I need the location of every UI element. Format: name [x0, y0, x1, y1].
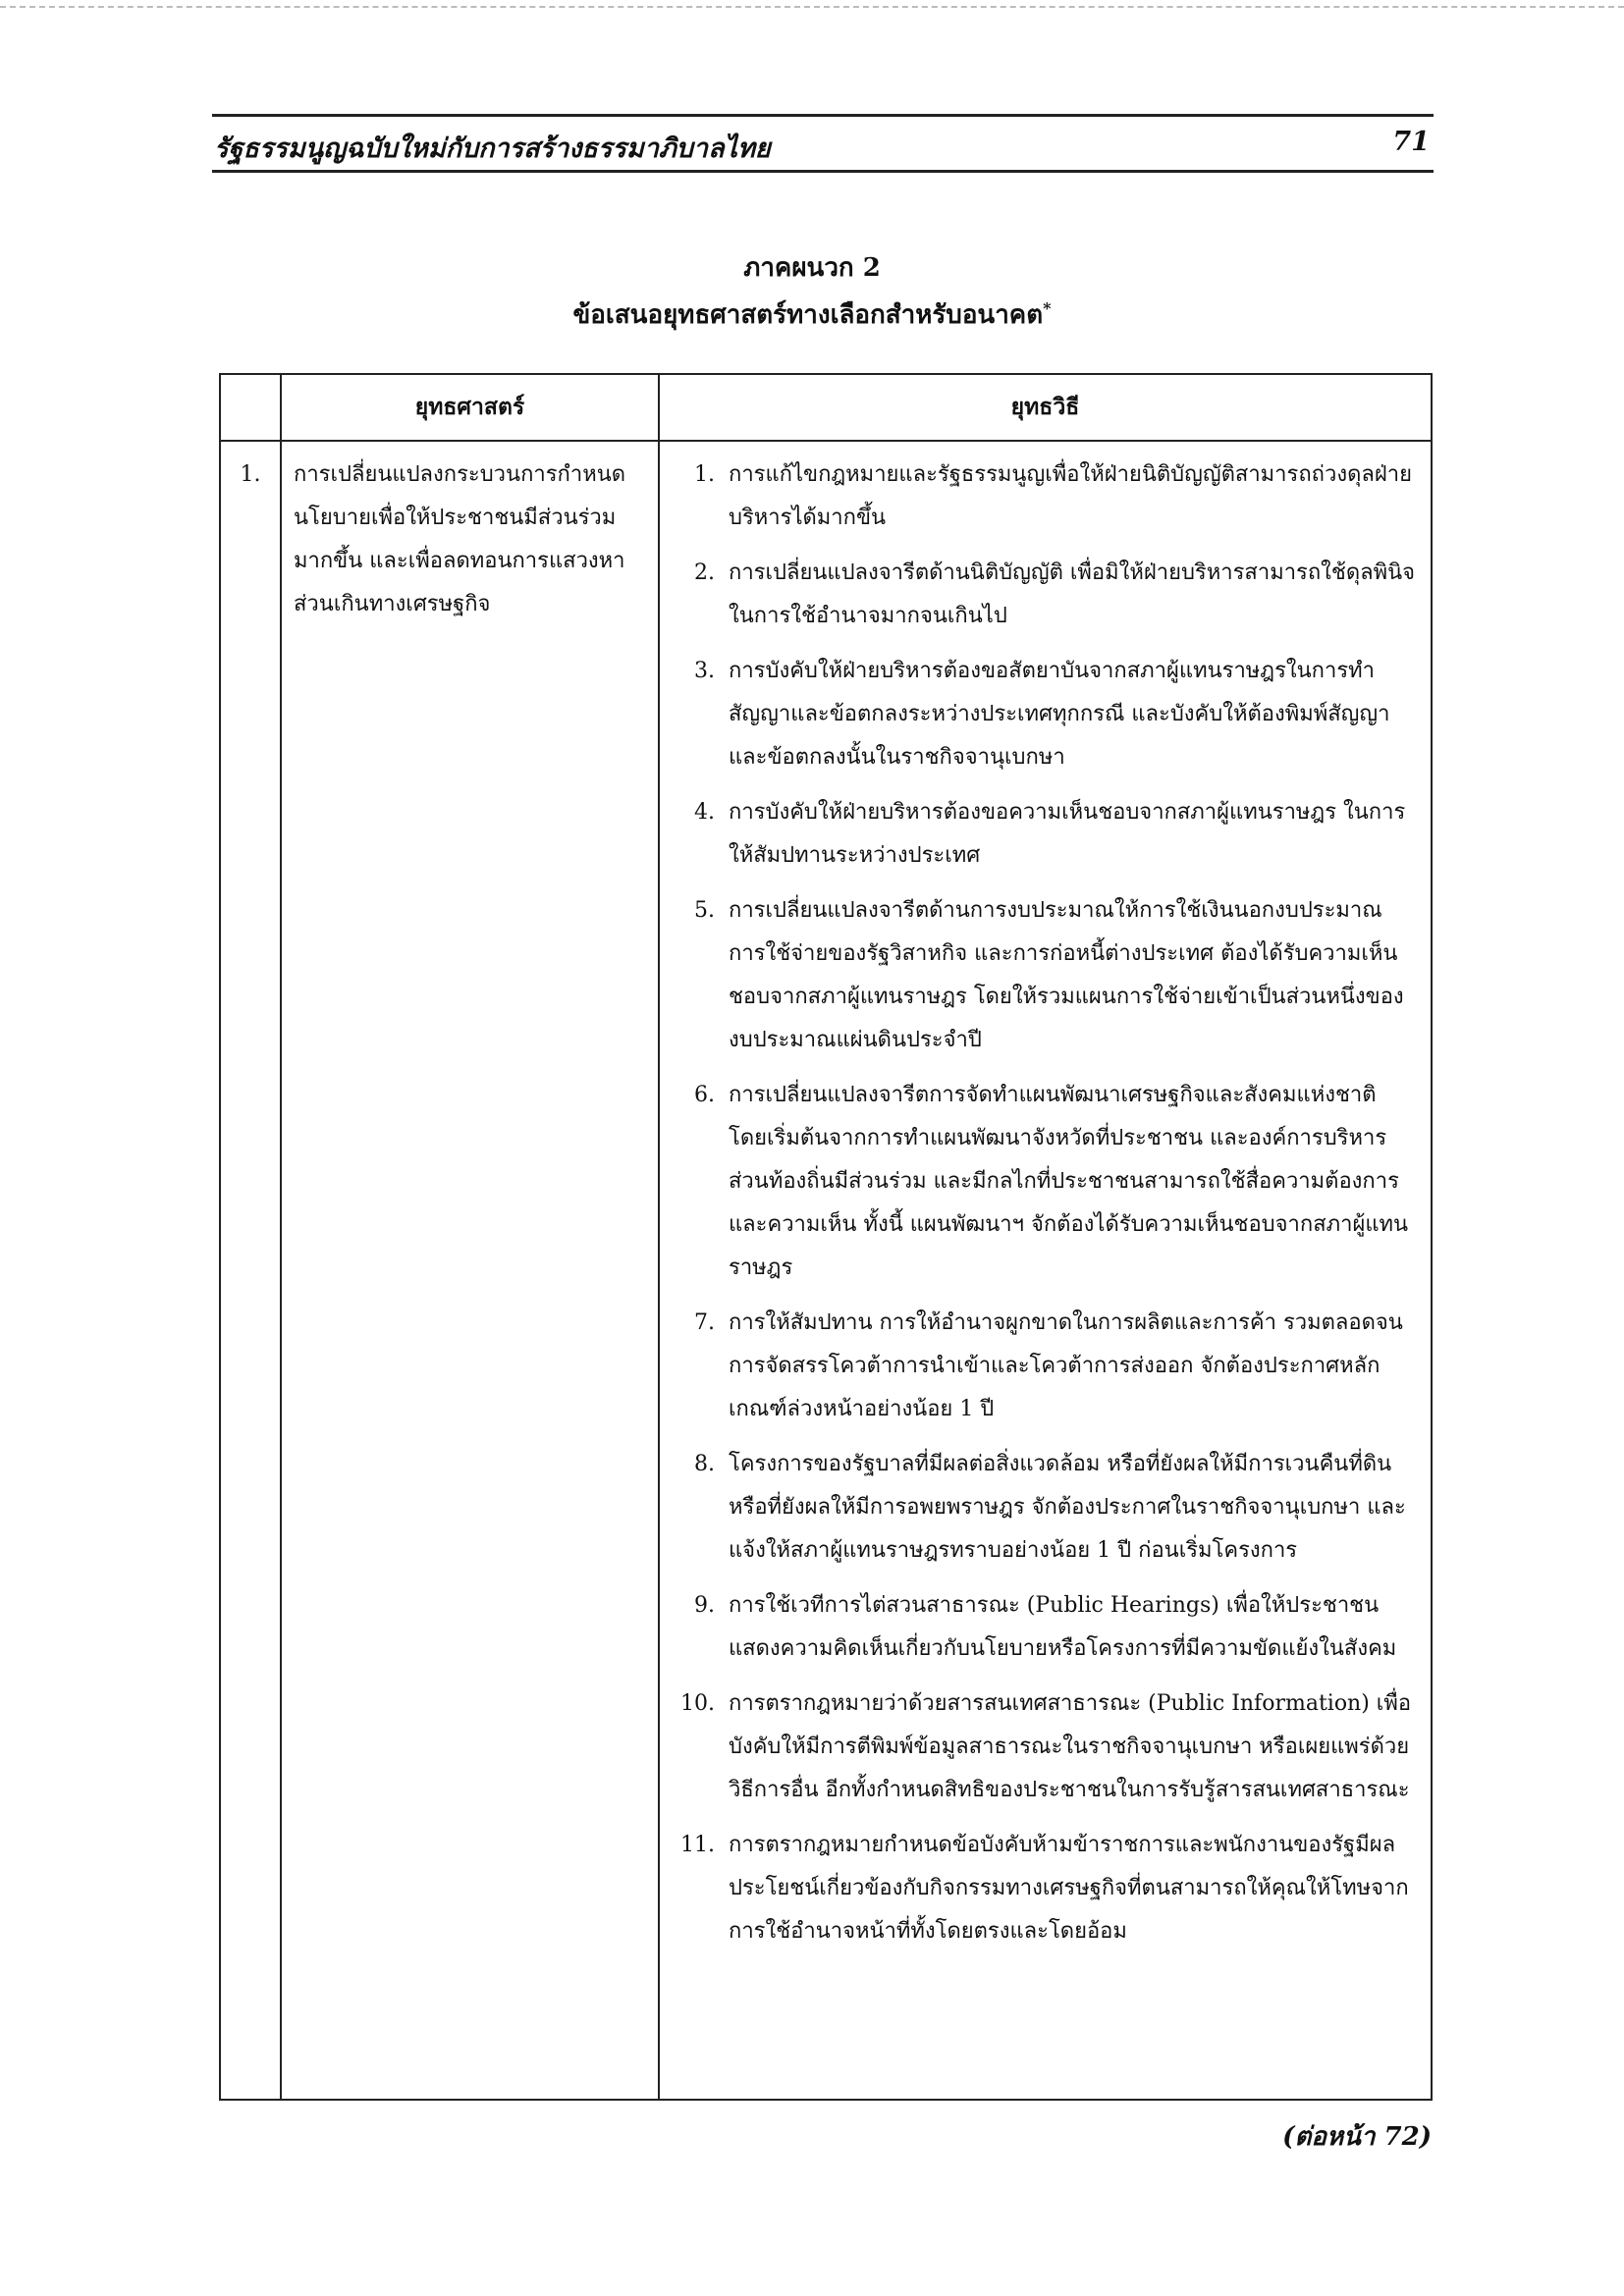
tactic-number: 8.	[694, 1452, 715, 1476]
list-item	[670, 650, 1419, 779]
tactic-number: 11.	[680, 1833, 715, 1857]
header-strategy: ยุทธศาสตร์	[281, 374, 659, 441]
tactic-text: การตรากฎหมายกำหนดข้อบังคับห้ามข้าราชการและพนักงานของรัฐมีผลประโยชน์เกี่ยวข้องกับกิจกรรมทางเศรษฐกิจที่ตนสามารถให้คุณให้โทษจากการใช้อำนาจหน้าที่ทั้งโดยตรงและโดยอ้อม	[729, 1833, 1409, 1944]
tactic-text: การตรากฎหมายว่าด้วยสารสนเทศสาธารณะ (Public Information) เพื่อบังคับให้มีการตีพิมพ์ข้อมูลสาธารณะในราชกิจจานุเบกษา หรือเผยแพร่ด้วยวิธีการอื่น อีกทั้งกำหนดสิทธิของประชาชนในการรับรู้สารสนเทศสาธารณะ	[729, 1691, 1412, 1802]
appendix-title: ข้อเสนอยุทธศาสตร์ทางเลือกสำหรับอนาคต	[572, 300, 1044, 330]
list-item	[670, 1584, 1419, 1671]
list-item	[670, 1302, 1419, 1431]
appendix-label: ภาคผนวก 2	[743, 253, 881, 283]
list-item	[670, 791, 1419, 878]
table-header-row	[220, 374, 1432, 441]
tactic-text: การบังคับให้ฝ่ายบริหารต้องขอความเห็นชอบจากสภาผู้แทนราษฎร ในการให้สัมปทานระหว่างประเทศ	[729, 800, 1406, 868]
tactic-text: โครงการของรัฐบาลที่มีผลต่อสิ่งแวดล้อม หรือที่ยังผลให้มีการเวนคืนที่ดิน หรือที่ยังผลให้มีการอพยพราษฎร จักต้องประกาศในราชกิจจานุเบกษา และแจ้งให้สภาผู้แทนราษฎรทราบอย่างน้อย 1 ปี ก่อนเริ่มโครงการ	[729, 1452, 1406, 1563]
tactic-number: 6.	[694, 1083, 715, 1107]
tactic-text: การเปลี่ยนแปลงจารีตการจัดทำแผนพัฒนาเศรษฐกิจและสังคมแห่งชาติ โดยเริ่มต้นจากการทำแผนพัฒนาจังหวัดที่ประชาชน และองค์การบริหารส่วนท้องถิ่นมีส่วนร่วม และมีกลไกที่ประชาชนสามารถใช้สื่อความต้องการและความเห็น ทั้งนี้ แผนพัฒนาฯ จักต้องได้รับความเห็นชอบจากสภาผู้แทนราษฎร	[729, 1083, 1409, 1280]
tactic-number: 10.	[680, 1691, 715, 1716]
list-item	[670, 1074, 1419, 1290]
row-number: 1.	[220, 441, 281, 2100]
tactics-cell	[659, 441, 1432, 2100]
list-item	[670, 552, 1419, 638]
header-tactics: ยุทธวิธี	[659, 374, 1432, 441]
tactic-text: การให้สัมปทาน การให้อำนาจผูกขาดในการผลิตและการค้า รวมตลอดจนการจัดสรรโควต้าการนำเข้าและโควต้าการส่งออก จักต้องประกาศหลักเกณฑ์ล่วงหน้าอย่างน้อย 1 ปี	[729, 1310, 1403, 1421]
list-item	[670, 1824, 1419, 1953]
tactic-list	[670, 454, 1419, 1953]
tactic-number: 9.	[694, 1593, 715, 1618]
tactic-text: การบังคับให้ฝ่ายบริหารต้องขอสัตยาบันจากสภาผู้แทนราษฎรในการทำสัญญาและข้อตกลงระหว่างประเทศทุกกรณี และบังคับให้ต้องพิมพ์สัญญาและข้อตกลงนั้นในราชกิจจานุเบกษา	[729, 659, 1390, 770]
tactic-number: 7.	[694, 1310, 715, 1335]
tactic-number: 1.	[694, 462, 715, 487]
tactic-text: การเปลี่ยนแปลงจารีตด้านนิติบัญญัติ เพื่อมิให้ฝ่ายบริหารสามารถใช้ดุลพินิจในการใช้อำนาจมากจนเกินไป	[729, 561, 1416, 628]
list-item	[670, 1443, 1419, 1573]
running-header	[212, 114, 1434, 173]
list-item	[670, 1682, 1419, 1812]
continued-note: (ต่อหน้า 72)	[1282, 2122, 1432, 2152]
scan-edge-line	[0, 6, 1624, 8]
running-header-title: รัฐธรรมนูญฉบับใหม่กับการสร้างธรรมาภิบาลไทย	[214, 133, 771, 164]
tactic-number: 5.	[694, 898, 715, 923]
list-item	[670, 889, 1419, 1062]
header-number-cell	[220, 374, 281, 441]
tactic-text: การเปลี่ยนแปลงจารีตด้านการงบประมาณให้การใช้เงินนอกงบประมาณ การใช้จ่ายของรัฐวิสาหกิจ และการก่อหนี้ต่างประเทศ ต้องได้รับความเห็นชอบจากสภาผู้แทนราษฎร โดยให้รวมแผนการใช้จ่ายเข้าเป็นส่วนหนึ่งของงบประมาณแผ่นดินประจำปี	[729, 898, 1404, 1052]
table-row	[220, 441, 1432, 2100]
appendix-title-line	[0, 294, 1624, 335]
tactic-text: การแก้ไขกฎหมายและรัฐธรรมนูญเพื่อให้ฝ่ายนิติบัญญัติสามารถถ่วงดุลฝ่ายบริหารได้มากขึ้น	[729, 462, 1412, 530]
strategy-table	[219, 373, 1433, 2101]
list-item	[670, 454, 1419, 540]
tactic-number: 4.	[694, 800, 715, 825]
footnote-mark: *	[1043, 298, 1052, 318]
tactic-text: การใช้เวทีการไต่สวนสาธารณะ (Public Hearings) เพื่อให้ประชาชนแสดงความคิดเห็นเกี่ยวกับนโยบายหรือโครงการที่มีความขัดแย้งในสังคม	[729, 1593, 1397, 1661]
tactic-number: 2.	[694, 561, 715, 585]
page-number: 71	[1392, 127, 1430, 157]
strategy-text: การเปลี่ยนแปลงกระบวนการกำหนดนโยบายเพื่อให้ประชาชนมีส่วนร่วมมากขึ้น และเพื่อลดทอนการแสวงหาส่วนเกินทางเศรษฐกิจ	[281, 441, 659, 2100]
tactic-number: 3.	[694, 659, 715, 683]
